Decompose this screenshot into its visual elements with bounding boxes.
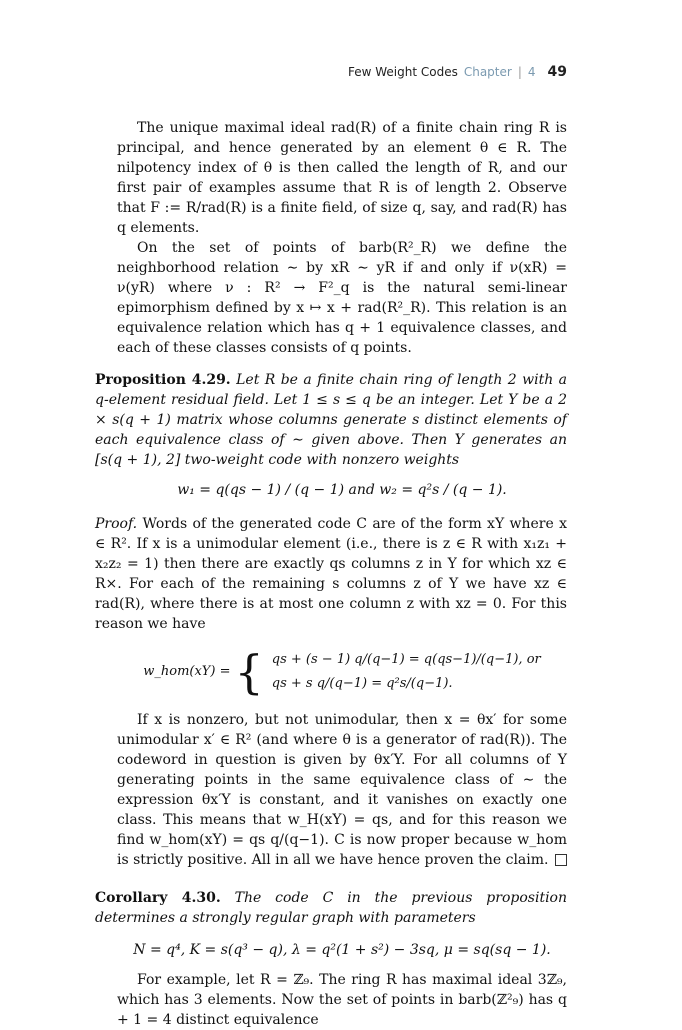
case-row-1: qs + (s − 1) q/(q−1) = q(qs−1)/(q−1), or <box>271 652 541 667</box>
paragraph-2: On the set of points of barb(R²_R) we define the neighborhood relation ∼ by xR ∼ yR if and only if ν(xR) = ν(yR) where ν : R² → F²_q is the natural semi-linear epimorphism defined by x ↦ x + rad(R²_R). This relation is an equivalence relation which has q + 1 equivalence classes, and each of these classes consists of q points. <box>117 240 567 356</box>
case-lhs: w_hom(xY) = <box>143 664 231 679</box>
proposition-text: Let R be a finite chain ring of length 2 with a q-element residual field. Let 1 ≤ s ≤ q be an integer. Let Y be a 2 × s(q + 1) matrix whose columns generate s distinct elements of each equivalence class of ∼ given above. Then Y generates an [s(q + 1), 2] two-weight code with nonzero weights <box>95 372 567 468</box>
header-chapter-label: Chapter <box>463 65 512 79</box>
proof-label: Proof. <box>95 516 138 532</box>
running-header <box>348 64 567 80</box>
proposition-equation: w₁ = q(qs − 1) / (q − 1) and w₂ = q²s / (q − 1). <box>177 482 507 498</box>
proof <box>95 514 567 634</box>
case-rows <box>272 648 541 696</box>
paragraph-4: For example, let R = ℤ₉. The ring R has maximal ideal 3ℤ₉, which has 3 elements. Now the set of points in barb(ℤ²₉) has q + 1 = 4 distinct equivalence <box>117 972 567 1028</box>
header-chapter-number: 4 <box>527 65 536 79</box>
paragraph-3-text: If x is nonzero, but not unimodular, then x = θx′ for some unimodular x′ ∈ R² (and where θ is a generator of rad(R)). The codeword in question is given by θx′Y. For all columns of Y generating points in the same equivalence class of ∼ the expression θx′Y is constant, and it vanishes on exactly one class. This means that w_H(xY) = qs, and for this reason we find w_hom(xY) = qs q/(q−1). C is now proper because w_hom is strictly positive. All in all we have hence proven the claim. <box>117 712 567 868</box>
qed-square-icon <box>555 854 567 866</box>
corollary-equation: N = q⁴, K = s(q³ − q), λ = q²(1 + s²) − 3sq, μ = sq(sq − 1). <box>133 942 551 958</box>
left-brace: { <box>234 645 264 699</box>
proposition-label: Proposition 4.29. <box>95 372 231 388</box>
case-equation <box>117 645 567 699</box>
header-separator: | <box>517 65 522 79</box>
case-row-2: qs + s q/(q−1) = q²s/(q−1). <box>271 676 453 691</box>
paragraph-1: The unique maximal ideal rad(R) of a finite chain ring R is principal, and hence generated by an element θ ∈ R. The nilpotency index of θ is then called the length of R, and our first pair of examples assume that R is of length 2. Observe that F := R/rad(R) is a finite field, of size q, say, and rad(R) has q elements. <box>117 120 567 236</box>
page-body <box>95 118 567 1030</box>
proof-text: Words of the generated code C are of the form xY where x ∈ R². If x is a unimodular element (i.e., there is z ∈ R with x₁z₁ + x₂z₂ = 1) then there are exactly qs columns z in Y for which xz ∈ R×. For each of the remaining s columns z of Y we have xz ∈ rad(R), where there is at most one column z with xz = 0. For this reason we have <box>95 516 567 632</box>
proposition <box>95 370 567 470</box>
page-number: 49 <box>547 64 567 80</box>
header-title: Few Weight Codes <box>347 65 458 79</box>
corollary-text: The code C in the previous proposition determines a strongly regular graph with parameters <box>95 890 567 926</box>
paragraph-3 <box>117 710 567 870</box>
corollary-label: Corollary 4.30. <box>95 890 221 906</box>
corollary <box>95 888 567 928</box>
